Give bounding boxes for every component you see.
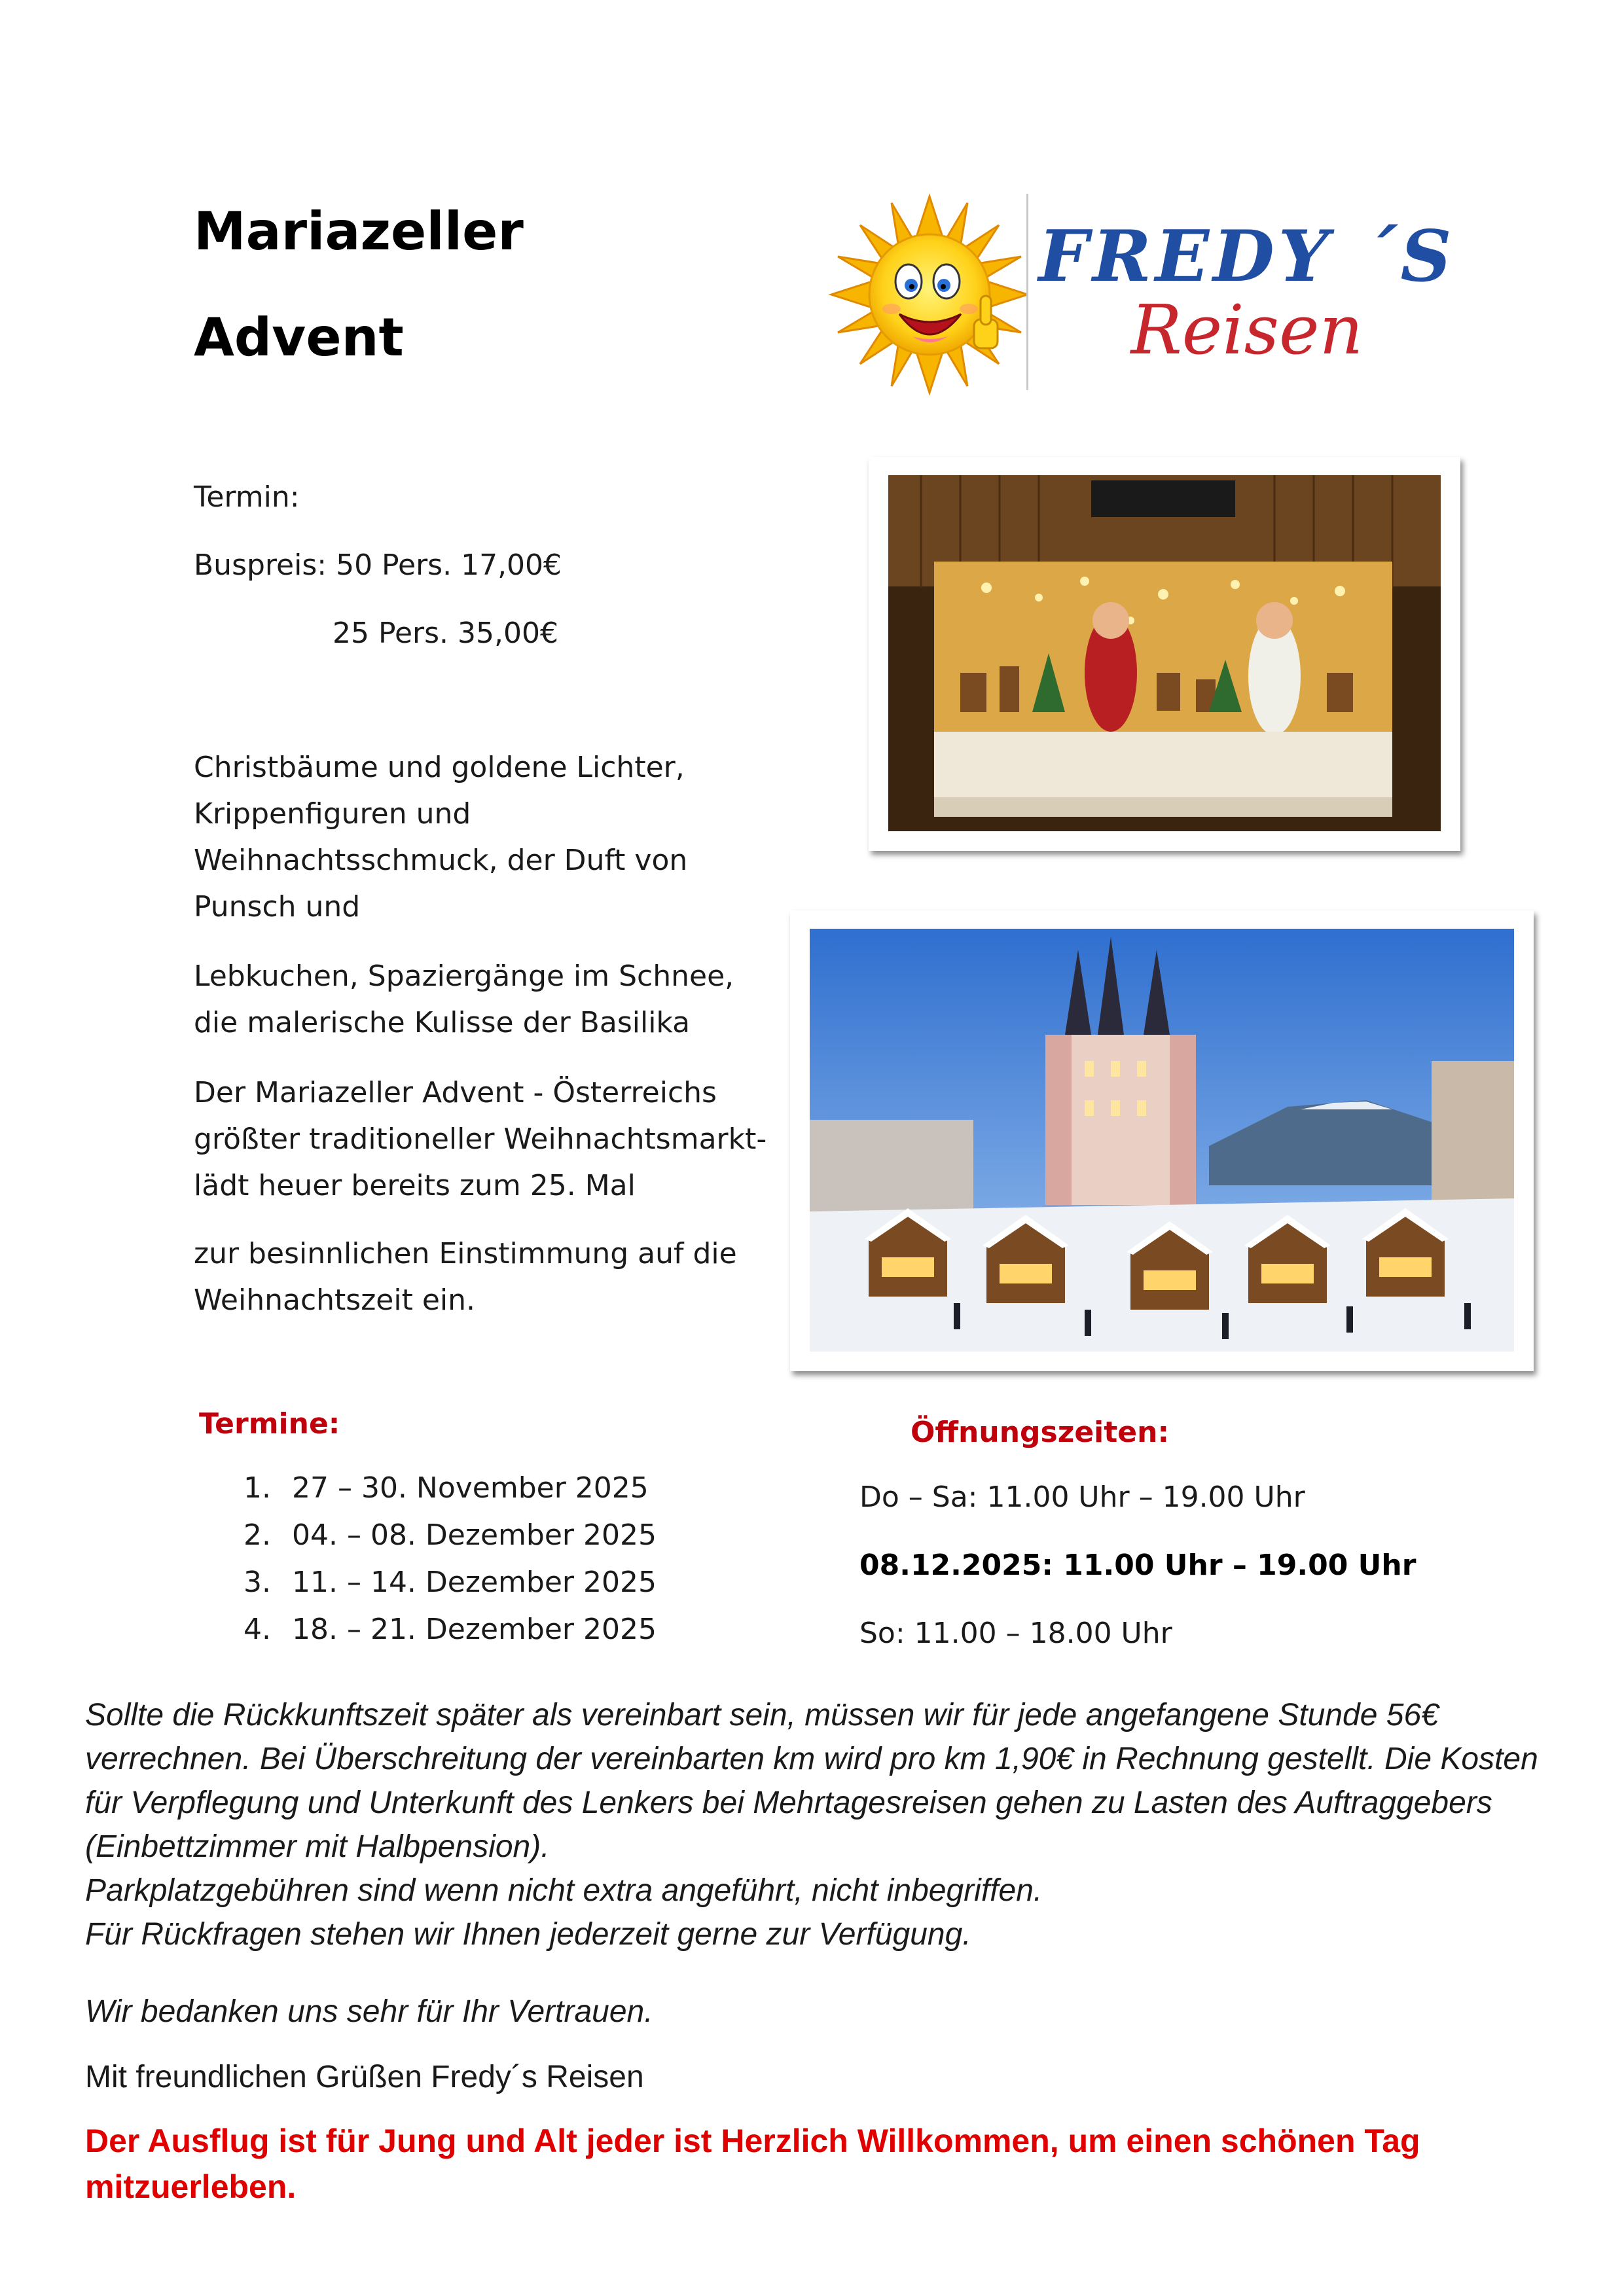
termin-number: 4.	[244, 1613, 271, 1646]
termin-item-3	[244, 1568, 657, 1597]
logo-reisen: Reisen	[1130, 290, 1363, 370]
terms-paragraph	[85, 1693, 1551, 1956]
termin-number: 3.	[244, 1566, 271, 1599]
basilica-market-photo	[790, 910, 1534, 1371]
termin-date: 11. – 14. Dezember 2025	[292, 1566, 657, 1599]
termin-date: 27 – 30. November 2025	[292, 1471, 649, 1505]
closing-message: Der Ausflug ist für Jung und Alt jeder ist Herzlich Willkommen, um einen schönen Tag mitzuerleben.	[85, 2123, 1420, 2205]
description-paragraph-1: Christbäume und goldene Lichter, Krippenfiguren und Weihnachtsschmuck, der Duft von Punsch und	[194, 751, 688, 924]
description-paragraph-2: Lebkuchen, Spaziergänge im Schnee, die malerische Kulisse der Basilika	[194, 960, 734, 1039]
smiling-sun-thumbs-up-icon	[826, 191, 1033, 398]
terms-line-3: Für Rückfragen stehen wir Ihnen jederzeit gerne zur Verfügung.	[85, 1917, 971, 1952]
termin-item-2	[244, 1518, 657, 1552]
termin-date: 18. – 21. Dezember 2025	[292, 1613, 657, 1646]
termine-heading: Termine:	[199, 1407, 340, 1441]
hours-line-1: Do – Sa: 11.00 Uhr – 19.00 Uhr	[859, 1480, 1305, 1514]
hours-heading: Öffnungszeiten:	[911, 1416, 1170, 1449]
market-stall-photo	[869, 457, 1460, 851]
price-line-2: 25 Pers. 35,00€	[333, 617, 558, 650]
logo-fredys: FREDY ´S	[1038, 215, 1456, 298]
page-title-line2: Advent	[194, 307, 404, 368]
page-title-line1: Mariazeller	[194, 201, 524, 262]
termin-label: Termin:	[194, 480, 300, 514]
greeting-text: Mit freundlichen Grüßen Fredy´s Reisen	[85, 2060, 644, 2094]
termin-number: 2.	[244, 1518, 271, 1552]
hours-line-2: 08.12.2025: 11.00 Uhr – 19.00 Uhr	[859, 1549, 1416, 1582]
terms-line-1: Sollte die Rückkunftszeit später als vereinbart sein, müssen wir für jede angefangene Stunde 56€ verrechnen. Bei Überschreitung der vereinbarten km wird pro km 1,90€ in Rechnung gestellt. Die Kosten für Verpflegung und Unterkunft des Lenkers bei Mehrtagesreisen gehen zu Lasten des Auftraggebers (Einbettzimmer mit Halbpension).	[85, 1698, 1538, 1864]
termin-item-1	[244, 1471, 649, 1505]
description-paragraph-3: Der Mariazeller Advent - Österreichs größter traditioneller Weihnachtsmarkt- lädt heuer bereits zum 25. Mal	[194, 1076, 767, 1202]
thanks-text: Wir bedanken uns sehr für Ihr Vertrauen.	[85, 1994, 653, 2029]
description-paragraph-4: zur besinnlichen Einstimmung auf die Weihnachtszeit ein.	[194, 1237, 737, 1317]
terms-line-2: Parkplatzgebühren sind wenn nicht extra angeführt, nicht inbegriffen.	[85, 1873, 1043, 1908]
hours-line-3: So: 11.00 – 18.00 Uhr	[859, 1617, 1172, 1650]
termin-item-4	[244, 1615, 657, 1644]
price-line-1: Buspreis: 50 Pers. 17,00€	[194, 548, 562, 582]
termin-number: 1.	[244, 1471, 271, 1505]
termin-date: 04. – 08. Dezember 2025	[292, 1518, 657, 1552]
